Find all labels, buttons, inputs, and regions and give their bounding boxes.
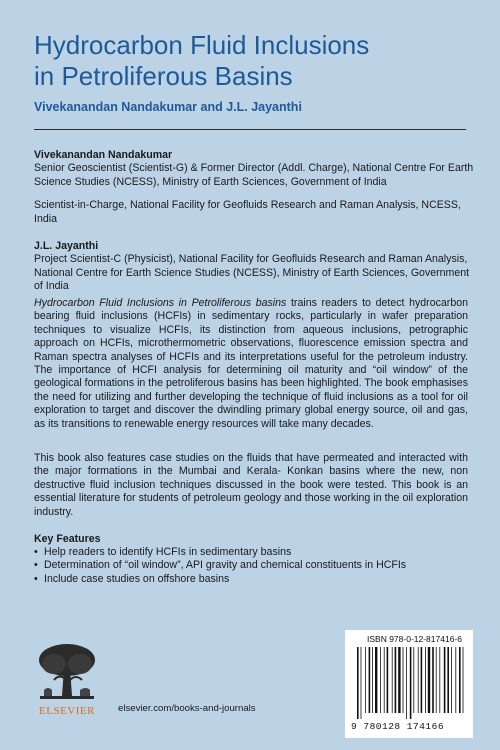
barcode-bar [455, 647, 456, 713]
barcode-bar [384, 647, 385, 713]
barcode-bar [425, 647, 426, 713]
barcode-bar [451, 647, 452, 713]
barcode-bar [421, 647, 423, 713]
barcode-bar [392, 647, 393, 713]
author-bio-1 [34, 149, 474, 226]
barcode-bar [406, 647, 407, 719]
description-paragraph-1 [34, 297, 468, 431]
author-bio-text: Project Scientist-C (Physicist), National Facility for Geofluids Research and Raman Analysis, National Centre for Earth Science Studies (NCESS), Ministry of Earth Sciences, Government of India [34, 253, 470, 293]
author-bio-text: Senior Geoscientist (Scientist-G) & Former Director (Addl. Charge), National Centre For Earth Science Studies (NCESS), Ministry of Earth Sciences, Government of India [34, 162, 474, 188]
barcode-bar [395, 647, 397, 713]
author-bio-text: Scientist-in-Charge, National Facility for Geofluids Research and Raman Analysis, NCESS, India [34, 199, 461, 225]
barcode-digits: 9 780128 174166 [351, 721, 445, 732]
barcode-bar [418, 647, 419, 713]
barcode-bar [369, 647, 371, 713]
divider-rule [34, 129, 466, 130]
barcode-bar [439, 647, 440, 713]
publisher-name: ELSEVIER [39, 705, 95, 717]
key-features-heading: Key Features [34, 533, 101, 545]
barcode-bar [436, 647, 437, 713]
barcode-bar [375, 647, 377, 713]
barcode-block [345, 630, 473, 738]
description-book-title: Hydrocarbon Fluid Inclusions in Petroliferous basins [34, 297, 287, 309]
barcode-bar [410, 647, 412, 719]
key-feature-item: • Help readers to identify HCFIs in sedimentary basins [34, 546, 406, 559]
barcode-bar [387, 647, 389, 713]
isbn-label: ISBN 978-0-12-817416-6 [367, 634, 462, 644]
elsevier-tree-icon [34, 640, 100, 704]
key-features-list [34, 546, 406, 586]
barcode-bar [447, 647, 449, 713]
barcode-bar [444, 647, 446, 713]
barcode-bar [428, 647, 430, 713]
book-title-line-2: in Petroliferous Basins [34, 61, 293, 91]
barcode-graphic [353, 647, 467, 719]
barcode-bar [361, 647, 362, 719]
author-bio-name: Vivekanandan Nandakumar [34, 149, 173, 161]
barcode-bar [372, 647, 373, 713]
key-feature-item: • Include case studies on offshore basins [34, 573, 406, 586]
barcode-bar [459, 647, 461, 713]
barcode-bar [365, 647, 366, 713]
barcode-bar [357, 647, 359, 719]
barcode-bar [413, 647, 414, 713]
publisher-website-link[interactable]: elsevier.com/books-and-journals [118, 703, 256, 714]
authors-line: Vivekanandan Nandakumar and J.L. Jayanthi [34, 100, 302, 114]
author-bio-2 [34, 240, 474, 294]
description-text: trains readers to detect hydrocarbon bearing fluid inclusions (HCFIs) in sedimentary rocks, particularly in wafer preparation techniques to visualize HCFIs, its distinction from aqueous inclusions, petrographic approach on HCFIs, microthermometric observations, fluorescence emission spectra and Raman spectra analyses of HCFIs and its interpretations useful for the petroleum industry. The importance of HCFI analysis for determining oil maturity and “oil window” of the geological formations in the petroliferous basins has been highlighted. The book emphasises the need for utilizing and further developing the technique of fluid inclusions as a tool for oil exploration to target and discover the dwindling primary global energy source, oil and gas, as its transitions to renewable energy resources will take many decades. [34, 297, 468, 430]
barcode-bar [398, 647, 400, 713]
book-title-line-1: Hydrocarbon Fluid Inclusions [34, 30, 370, 60]
book-title [34, 30, 474, 92]
description-paragraph-2: This book also features case studies on the fluids that have permeated and interacted with the major formations in the Mumbai and Kerala- Konkan basins where the new, non destructive fluid inclusion techniques discussed in the book were tested. This book is an essential literature for students of petroleum geology and those working in the oil exploration industry. [34, 452, 468, 518]
barcode-bar [380, 647, 381, 713]
barcode-bar [432, 647, 434, 713]
author-bio-name: J.L. Jayanthi [34, 240, 99, 252]
barcode-bar [403, 647, 404, 713]
barcode-bar [463, 647, 464, 713]
key-feature-item: • Determination of “oil window”, API gravity and chemical constituents in HCFIs [34, 559, 406, 572]
